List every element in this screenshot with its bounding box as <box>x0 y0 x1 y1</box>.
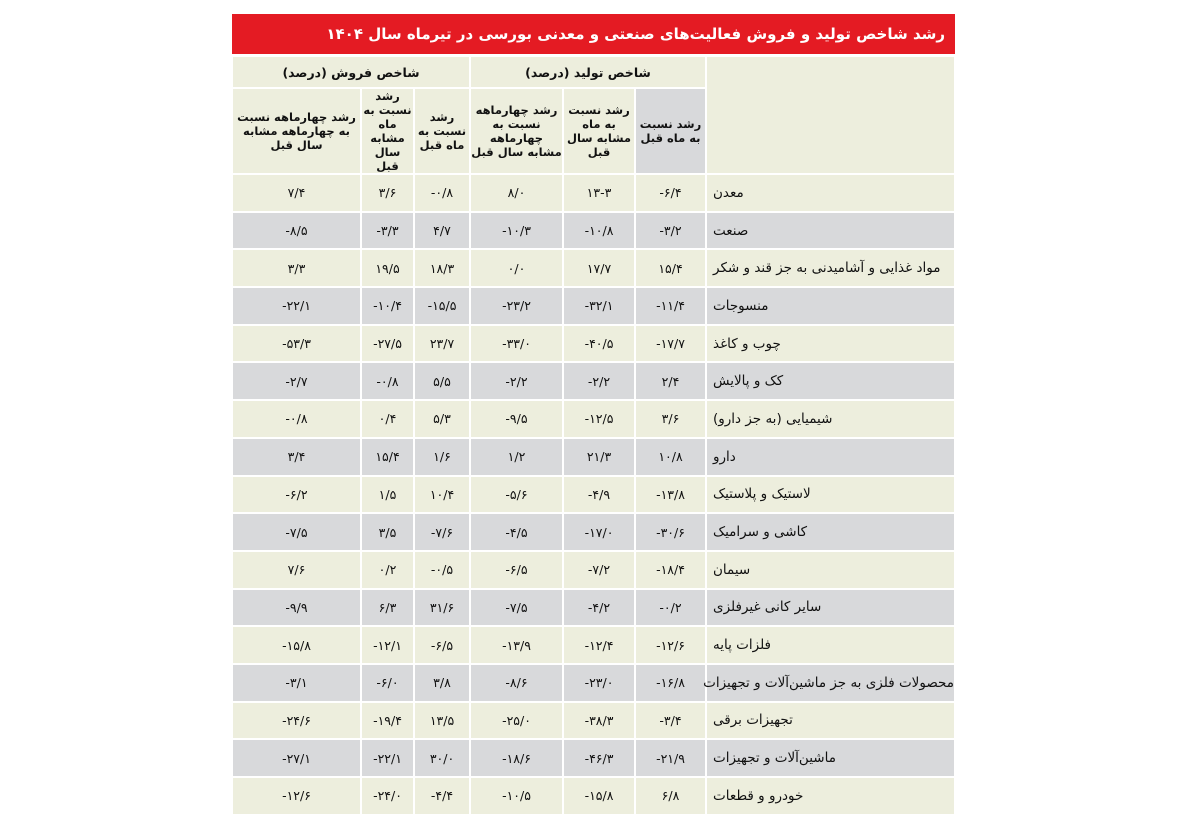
row-value: ۱۵/۴ <box>635 249 706 287</box>
row-value: -۱۵/۵ <box>414 287 470 325</box>
row-value: -۲/۲ <box>470 362 563 400</box>
table-row <box>232 212 955 250</box>
row-value: -۳۸/۳ <box>563 702 635 740</box>
sales-col-month: رشد نسبت به ماه قبل <box>414 88 470 174</box>
row-category: کک و پالایش <box>706 362 955 400</box>
row-value: ۲۳/۷ <box>414 325 470 363</box>
row-value: -۱۲/۵ <box>563 400 635 438</box>
row-category: شیمیایی (به جز دارو) <box>706 400 955 438</box>
row-value: ۱۷/۷ <box>563 249 635 287</box>
production-index-header: شاخص تولید (درصد) <box>470 56 706 88</box>
row-value: -۱۷/۷ <box>635 325 706 363</box>
table-row <box>232 476 955 514</box>
row-value: -۹/۵ <box>470 400 563 438</box>
row-value: -۲/۷ <box>232 362 361 400</box>
row-value: -۰/۲ <box>635 589 706 627</box>
row-category: تجهیزات برقی <box>706 702 955 740</box>
row-value: -۷/۲ <box>563 551 635 589</box>
row-value: -۱۹/۴ <box>361 702 414 740</box>
row-value: ۷/۴ <box>232 174 361 212</box>
row-category: خودرو و قطعات <box>706 777 955 815</box>
row-value: -۱۰/۵ <box>470 777 563 815</box>
table-row <box>232 739 955 777</box>
table-row <box>232 174 955 212</box>
row-value: -۳/۱ <box>232 664 361 702</box>
row-value: -۴/۴ <box>414 777 470 815</box>
row-value: -۱۰/۸ <box>563 212 635 250</box>
row-value: -۳۲/۱ <box>563 287 635 325</box>
row-value: -۴۰/۵ <box>563 325 635 363</box>
row-value: ۱۰/۴ <box>414 476 470 514</box>
row-value: -۱۲/۶ <box>232 777 361 815</box>
row-value: -۱۵/۸ <box>232 626 361 664</box>
row-value: ۲۱/۳ <box>563 438 635 476</box>
row-value: -۷/۵ <box>470 589 563 627</box>
row-value: ۱۸/۳ <box>414 249 470 287</box>
row-value: -۴/۹ <box>563 476 635 514</box>
production-col-yoy: رشد نسبت به ماه مشابه سال قبل <box>563 88 635 174</box>
table-row <box>232 249 955 287</box>
row-value: ۷/۶ <box>232 551 361 589</box>
row-value: ۰/۴ <box>361 400 414 438</box>
row-value: ۳/۵ <box>361 513 414 551</box>
row-value: -۲۲/۱ <box>361 739 414 777</box>
row-value: -۵۳/۳ <box>232 325 361 363</box>
sales-index-header: شاخص فروش (درصد) <box>232 56 470 88</box>
row-category: لاستیک و پلاستیک <box>706 476 955 514</box>
row-value: -۴/۵ <box>470 513 563 551</box>
row-value: -۶/۴ <box>635 174 706 212</box>
row-value: -۱۸/۶ <box>470 739 563 777</box>
table-row <box>232 438 955 476</box>
row-value: ۱۳/۵ <box>414 702 470 740</box>
row-value: -۲۷/۱ <box>232 739 361 777</box>
row-value: -۲۲/۱ <box>232 287 361 325</box>
row-value: -۶/۵ <box>414 626 470 664</box>
row-value: -۲۱/۹ <box>635 739 706 777</box>
category-header-blank <box>706 56 955 174</box>
row-value: ۳/۶ <box>361 174 414 212</box>
row-value: -۶/۲ <box>232 476 361 514</box>
table-row <box>232 362 955 400</box>
sales-col-four-month: رشد چهارماهه نسبت به چهارماهه مشابه سال قبل <box>232 88 361 174</box>
row-value: ۱۹/۵ <box>361 249 414 287</box>
row-category: چوب و کاغذ <box>706 325 955 363</box>
row-value: -۱۶/۸ <box>635 664 706 702</box>
row-value: -۲۳/۰ <box>563 664 635 702</box>
row-value: -۱۲/۱ <box>361 626 414 664</box>
row-value: ۶/۳ <box>361 589 414 627</box>
report-table-container <box>232 14 955 815</box>
row-value: -۸/۵ <box>232 212 361 250</box>
row-value: -۸/۶ <box>470 664 563 702</box>
row-value: -۰/۸ <box>232 400 361 438</box>
row-value: ۳/۳ <box>232 249 361 287</box>
table-title: رشد شاخص تولید و فروش فعالیت‌های صنعتی و معدنی بورسی در تیرماه سال ۱۴۰۴ <box>232 14 955 54</box>
sales-col-yoy: رشد نسبت به ماه مشابه سال قبل <box>361 88 414 174</box>
row-value: -۴/۲ <box>563 589 635 627</box>
row-category: صنعت <box>706 212 955 250</box>
row-value: -۰/۸ <box>414 174 470 212</box>
table-row <box>232 664 955 702</box>
row-value: ۰/۰ <box>470 249 563 287</box>
row-value: -۳/۲ <box>635 212 706 250</box>
table-row <box>232 777 955 815</box>
row-value: -۲۴/۶ <box>232 702 361 740</box>
row-category: کاشی و سرامیک <box>706 513 955 551</box>
row-value: ۱/۶ <box>414 438 470 476</box>
row-category: فلزات پایه <box>706 626 955 664</box>
row-value: -۲۷/۵ <box>361 325 414 363</box>
row-value: ۱۵/۴ <box>361 438 414 476</box>
row-value: -۱۱/۴ <box>635 287 706 325</box>
row-value: ۳۰/۰ <box>414 739 470 777</box>
row-category: ماشین‌آلات و تجهیزات <box>706 739 955 777</box>
table-row <box>232 702 955 740</box>
row-value: -۱۵/۸ <box>563 777 635 815</box>
row-value: -۳۰/۶ <box>635 513 706 551</box>
row-category: دارو <box>706 438 955 476</box>
row-value: ۳/۸ <box>414 664 470 702</box>
table-row <box>232 287 955 325</box>
row-value: -۱۰/۴ <box>361 287 414 325</box>
row-value: -۲/۲ <box>563 362 635 400</box>
row-value: ۱۳-۳ <box>563 174 635 212</box>
production-col-four-month: رشد چهارماهه نسبت به چهارماهه مشابه سال قبل <box>470 88 563 174</box>
row-value: ۵/۳ <box>414 400 470 438</box>
row-value: -۱۳/۹ <box>470 626 563 664</box>
row-value: ۶/۸ <box>635 777 706 815</box>
row-value: -۰/۸ <box>361 362 414 400</box>
growth-table <box>232 56 955 815</box>
row-value: ۵/۵ <box>414 362 470 400</box>
row-category: منسوجات <box>706 287 955 325</box>
row-value: -۱۸/۴ <box>635 551 706 589</box>
row-value: -۵/۶ <box>470 476 563 514</box>
table-row <box>232 626 955 664</box>
row-value: ۲/۴ <box>635 362 706 400</box>
row-value: -۱۳/۸ <box>635 476 706 514</box>
row-value: -۲۳/۲ <box>470 287 563 325</box>
row-category: سیمان <box>706 551 955 589</box>
row-value: ۰/۲ <box>361 551 414 589</box>
row-value: -۴۶/۳ <box>563 739 635 777</box>
row-value: ۴/۷ <box>414 212 470 250</box>
table-row <box>232 513 955 551</box>
row-value: ۱۰/۸ <box>635 438 706 476</box>
row-value: ۱/۲ <box>470 438 563 476</box>
row-value: -۳/۴ <box>635 702 706 740</box>
row-category: معدن <box>706 174 955 212</box>
row-category: مواد غذایی و آشامیدنی به جز قند و شکر <box>706 249 955 287</box>
row-value: ۳/۶ <box>635 400 706 438</box>
row-value: -۲۵/۰ <box>470 702 563 740</box>
row-value: -۲۴/۰ <box>361 777 414 815</box>
row-value: -۶/۰ <box>361 664 414 702</box>
row-value: -۱۲/۶ <box>635 626 706 664</box>
row-value: -۳۳/۰ <box>470 325 563 363</box>
row-value: ۳۱/۶ <box>414 589 470 627</box>
row-value: -۹/۹ <box>232 589 361 627</box>
row-category: سایر کانی غیرفلزی <box>706 589 955 627</box>
row-value: -۰/۵ <box>414 551 470 589</box>
production-col-month: رشد نسبت به ماه قبل <box>635 88 706 174</box>
row-value: -۷/۵ <box>232 513 361 551</box>
table-row <box>232 551 955 589</box>
table-row <box>232 400 955 438</box>
row-value: ۸/۰ <box>470 174 563 212</box>
row-value: -۶/۵ <box>470 551 563 589</box>
row-value: -۱۰/۳ <box>470 212 563 250</box>
row-value: -۱۷/۰ <box>563 513 635 551</box>
row-category: محصولات فلزی به جز ماشین‌آلات و تجهیزات <box>706 664 955 702</box>
row-value: -۳/۳ <box>361 212 414 250</box>
row-value: ۱/۵ <box>361 476 414 514</box>
row-value: -۷/۶ <box>414 513 470 551</box>
row-value: ۳/۴ <box>232 438 361 476</box>
row-value: -۱۲/۴ <box>563 626 635 664</box>
table-row <box>232 589 955 627</box>
table-row <box>232 325 955 363</box>
